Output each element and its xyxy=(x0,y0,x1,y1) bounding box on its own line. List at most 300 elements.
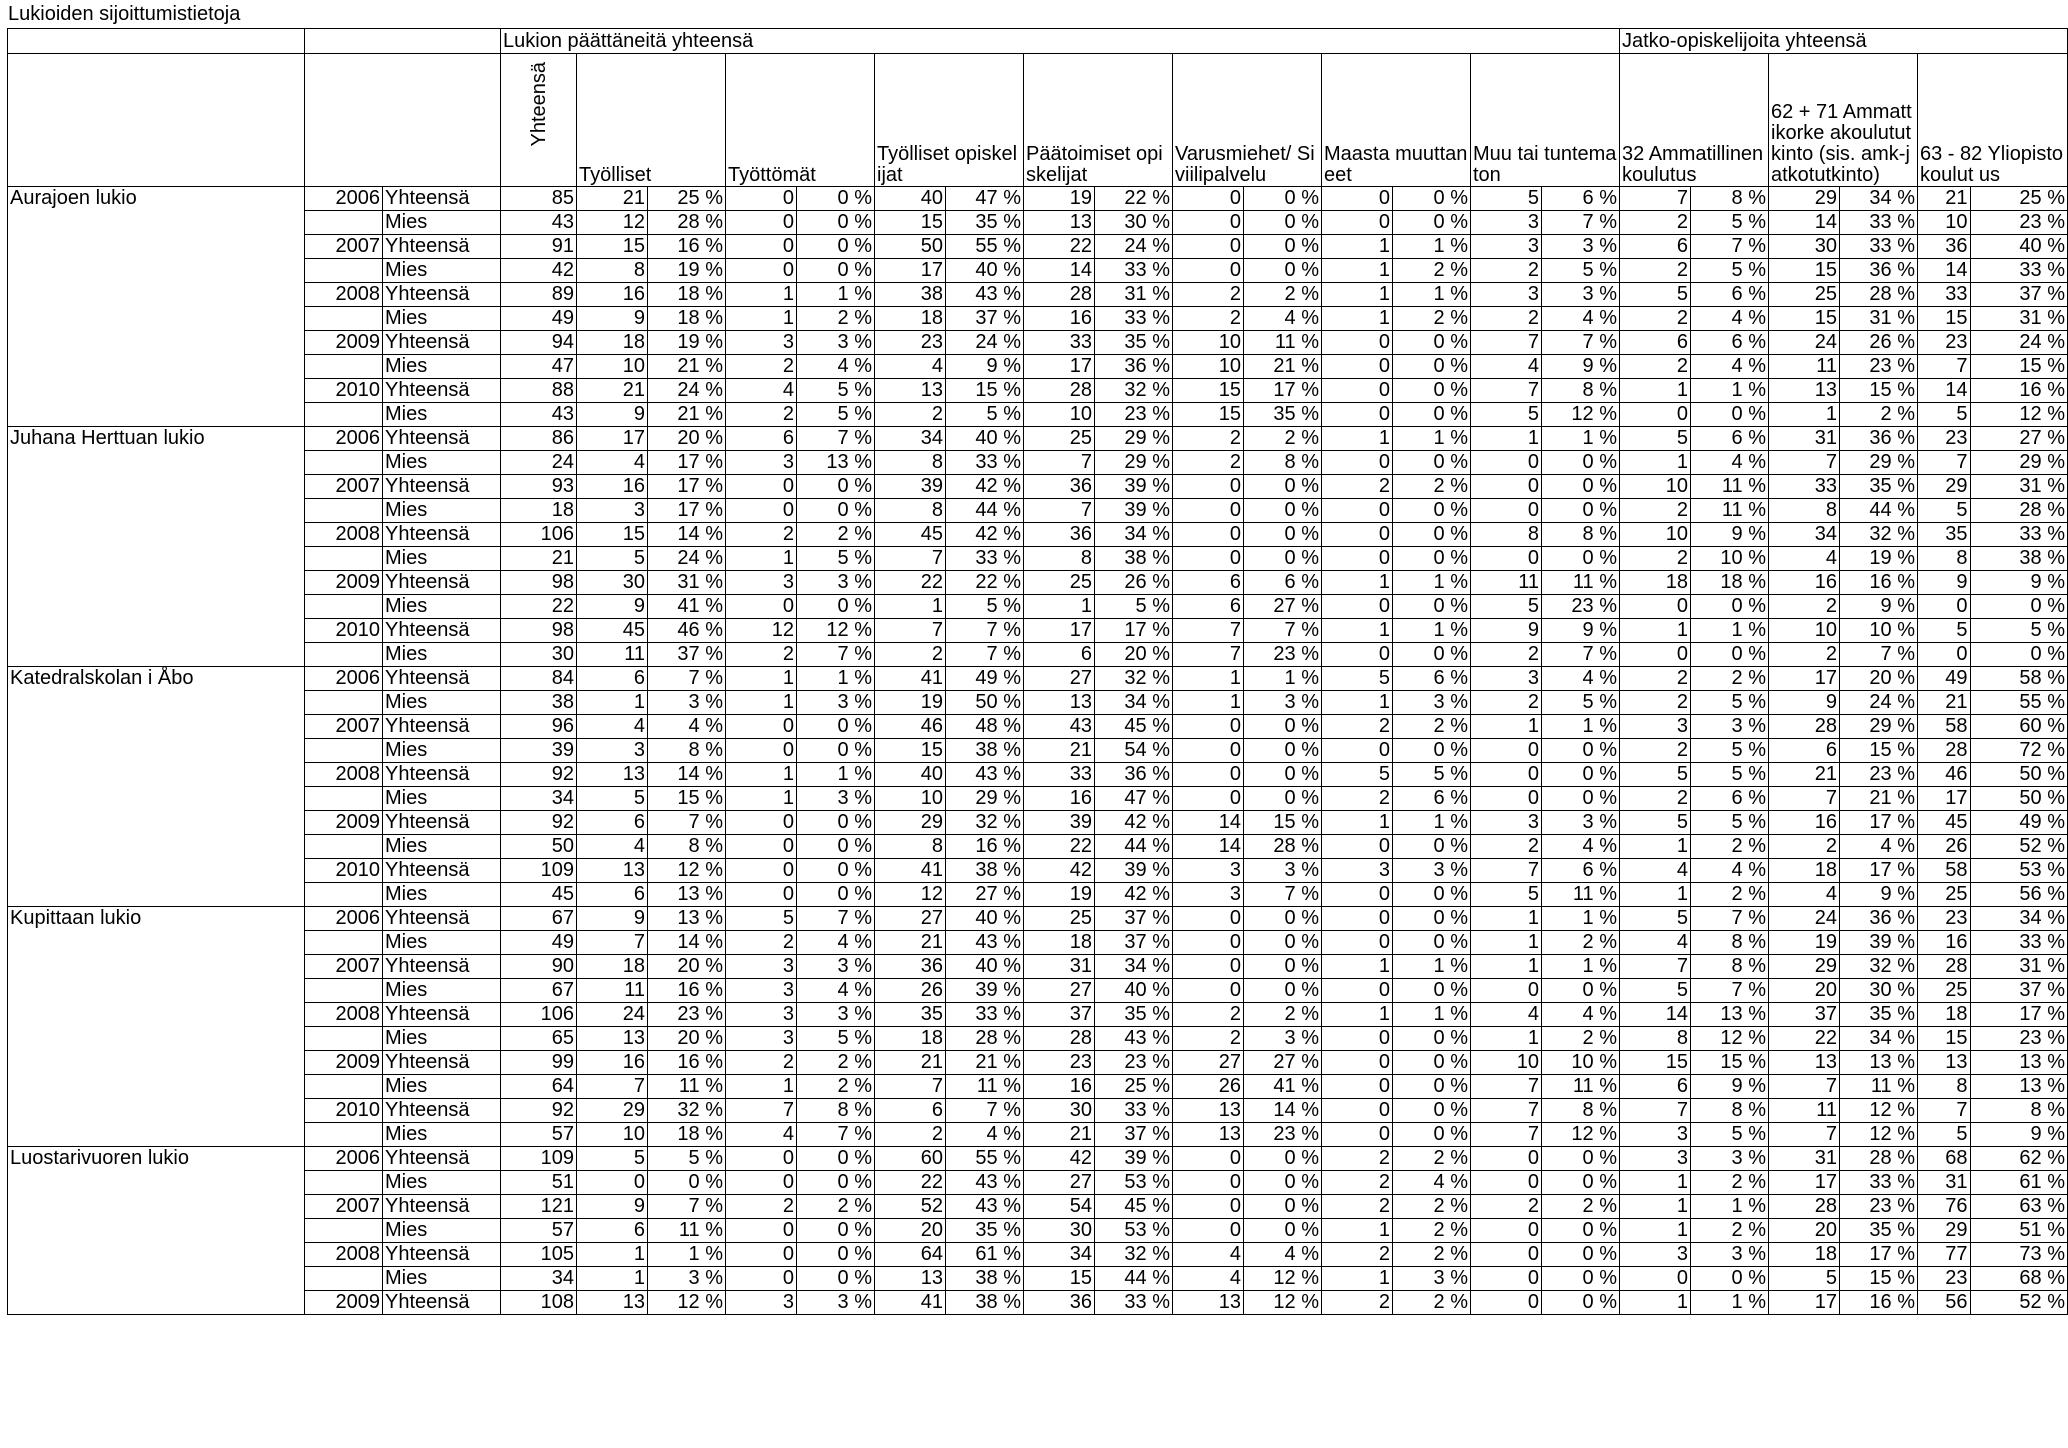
year-cell: 2010 xyxy=(305,379,383,403)
percent-cell: 32 % xyxy=(648,1099,726,1123)
count-cell: 29 xyxy=(1918,475,1971,499)
count-cell: 6 xyxy=(1173,595,1244,619)
count-cell: 14 xyxy=(1620,1003,1691,1027)
count-cell: 2 xyxy=(1769,835,1840,859)
percent-cell: 9 % xyxy=(1542,355,1620,379)
percent-cell: 5 % xyxy=(797,379,875,403)
gender-cell: Yhteensä xyxy=(383,427,501,451)
percent-cell: 47 % xyxy=(946,187,1024,211)
total-cell: 34 xyxy=(501,1267,577,1291)
count-cell: 7 xyxy=(1769,787,1840,811)
table-row xyxy=(8,1027,2068,1051)
year-cell: 2006 xyxy=(305,427,383,451)
count-cell: 8 xyxy=(1024,547,1095,571)
year-cell xyxy=(305,835,383,859)
count-cell: 4 xyxy=(875,355,946,379)
count-cell: 21 xyxy=(875,1051,946,1075)
gender-cell: Yhteensä xyxy=(383,955,501,979)
table-row xyxy=(8,571,2068,595)
count-cell: 0 xyxy=(1322,547,1393,571)
count-cell: 13 xyxy=(1024,691,1095,715)
percent-cell: 0 % xyxy=(1244,955,1322,979)
count-cell: 39 xyxy=(1024,811,1095,835)
percent-cell: 36 % xyxy=(1095,355,1173,379)
count-cell: 18 xyxy=(875,307,946,331)
school-cell: Aurajoen lukio xyxy=(8,187,305,211)
count-cell: 37 xyxy=(1024,1003,1095,1027)
percent-cell: 8 % xyxy=(1970,1099,2068,1123)
total-cell: 94 xyxy=(501,331,577,355)
count-cell: 0 xyxy=(1471,1171,1542,1195)
percent-cell: 0 % xyxy=(1244,739,1322,763)
percent-cell: 73 % xyxy=(1970,1243,2068,1267)
table-row xyxy=(8,523,2068,547)
percent-cell: 13 % xyxy=(797,451,875,475)
count-cell: 34 xyxy=(1024,1243,1095,1267)
gender-cell: Yhteensä xyxy=(383,1003,501,1027)
percent-cell: 52 % xyxy=(1970,1291,2068,1315)
count-cell: 1 xyxy=(1620,1195,1691,1219)
count-cell: 4 xyxy=(1620,859,1691,883)
percent-cell: 28 % xyxy=(946,1027,1024,1051)
count-cell: 3 xyxy=(1620,1243,1691,1267)
count-cell: 16 xyxy=(1024,307,1095,331)
school-cell xyxy=(8,499,305,523)
percent-cell: 37 % xyxy=(1970,979,2068,1003)
percent-cell: 0 % xyxy=(797,187,875,211)
count-cell: 0 xyxy=(1471,979,1542,1003)
percent-cell: 5 % xyxy=(1970,619,2068,643)
table-row xyxy=(8,835,2068,859)
percent-cell: 2 % xyxy=(1542,931,1620,955)
table-row xyxy=(8,1051,2068,1075)
count-cell: 49 xyxy=(1918,667,1971,691)
percent-cell: 37 % xyxy=(946,307,1024,331)
percent-cell: 0 % xyxy=(1542,1291,1620,1315)
count-cell: 0 xyxy=(1322,1027,1393,1051)
count-cell: 0 xyxy=(1173,955,1244,979)
table-row xyxy=(8,355,2068,379)
table-row xyxy=(8,1267,2068,1291)
gender-cell: Yhteensä xyxy=(383,1291,501,1315)
percent-cell: 6 % xyxy=(1393,667,1471,691)
percent-cell: 1 % xyxy=(1691,1195,1769,1219)
header-yliopisto: 63 - 82 Yliopistokoulut us xyxy=(1918,54,2068,187)
count-cell: 1 xyxy=(577,691,648,715)
count-cell: 17 xyxy=(1769,1291,1840,1315)
percent-cell: 39 % xyxy=(946,979,1024,1003)
gender-cell: Yhteensä xyxy=(383,523,501,547)
count-cell: 31 xyxy=(1024,955,1095,979)
table-row xyxy=(8,403,2068,427)
percent-cell: 0 % xyxy=(1393,931,1471,955)
year-cell xyxy=(305,1267,383,1291)
percent-cell: 33 % xyxy=(1095,1099,1173,1123)
percent-cell: 31 % xyxy=(648,571,726,595)
table-row xyxy=(8,1219,2068,1243)
total-cell: 84 xyxy=(501,667,577,691)
count-cell: 2 xyxy=(875,1123,946,1147)
count-cell: 15 xyxy=(875,739,946,763)
gender-cell: Yhteensä xyxy=(383,379,501,403)
percent-cell: 3 % xyxy=(797,331,875,355)
count-cell: 0 xyxy=(1322,523,1393,547)
percent-cell: 30 % xyxy=(1095,211,1173,235)
count-cell: 13 xyxy=(1918,1051,1971,1075)
count-cell: 6 xyxy=(577,883,648,907)
count-cell: 9 xyxy=(577,307,648,331)
count-cell: 23 xyxy=(1918,907,1971,931)
count-cell: 21 xyxy=(577,187,648,211)
gender-cell: Mies xyxy=(383,883,501,907)
percent-cell: 1 % xyxy=(1393,619,1471,643)
count-cell: 16 xyxy=(1024,787,1095,811)
percent-cell: 0 % xyxy=(797,1267,875,1291)
school-cell xyxy=(8,1123,305,1147)
count-cell: 6 xyxy=(1173,571,1244,595)
count-cell: 17 xyxy=(1024,355,1095,379)
count-cell: 18 xyxy=(1769,859,1840,883)
table-row xyxy=(8,379,2068,403)
gender-cell: Yhteensä xyxy=(383,331,501,355)
count-cell: 16 xyxy=(577,1051,648,1075)
count-cell: 6 xyxy=(726,427,797,451)
percent-cell: 42 % xyxy=(946,475,1024,499)
count-cell: 37 xyxy=(1769,1003,1840,1027)
total-cell: 34 xyxy=(501,787,577,811)
count-cell: 0 xyxy=(1322,643,1393,667)
percent-cell: 8 % xyxy=(1542,379,1620,403)
percent-cell: 4 % xyxy=(946,1123,1024,1147)
percent-cell: 0 % xyxy=(1542,451,1620,475)
percent-cell: 23 % xyxy=(1095,403,1173,427)
count-cell: 2 xyxy=(1471,691,1542,715)
percent-cell: 7 % xyxy=(1244,883,1322,907)
year-cell xyxy=(305,643,383,667)
percent-cell: 23 % xyxy=(648,1003,726,1027)
percent-cell: 37 % xyxy=(1095,931,1173,955)
count-cell: 0 xyxy=(1173,763,1244,787)
percent-cell: 0 % xyxy=(1393,211,1471,235)
percent-cell: 35 % xyxy=(1840,475,1918,499)
percent-cell: 29 % xyxy=(1095,451,1173,475)
gender-cell: Yhteensä xyxy=(383,619,501,643)
count-cell: 2 xyxy=(1620,211,1691,235)
percent-cell: 11 % xyxy=(1542,1075,1620,1099)
percent-cell: 18 % xyxy=(648,307,726,331)
school-cell xyxy=(8,451,305,475)
percent-cell: 5 % xyxy=(1095,595,1173,619)
count-cell: 22 xyxy=(1769,1027,1840,1051)
table-row xyxy=(8,259,2068,283)
percent-cell: 7 % xyxy=(1542,331,1620,355)
count-cell: 0 xyxy=(1173,1219,1244,1243)
count-cell: 0 xyxy=(726,739,797,763)
percent-cell: 7 % xyxy=(946,619,1024,643)
percent-cell: 38 % xyxy=(946,1291,1024,1315)
total-cell: 85 xyxy=(501,187,577,211)
percent-cell: 2 % xyxy=(797,1195,875,1219)
percent-cell: 27 % xyxy=(946,883,1024,907)
percent-cell: 45 % xyxy=(1095,1195,1173,1219)
percent-cell: 0 % xyxy=(1542,739,1620,763)
count-cell: 8 xyxy=(1918,547,1971,571)
percent-cell: 34 % xyxy=(1970,907,2068,931)
count-cell: 25 xyxy=(1024,907,1095,931)
count-cell: 4 xyxy=(577,715,648,739)
percent-cell: 40 % xyxy=(946,427,1024,451)
count-cell: 0 xyxy=(1173,523,1244,547)
count-cell: 0 xyxy=(1173,187,1244,211)
table-row xyxy=(8,883,2068,907)
count-cell: 0 xyxy=(726,883,797,907)
count-cell: 3 xyxy=(726,571,797,595)
count-cell: 23 xyxy=(1024,1051,1095,1075)
percent-cell: 1 % xyxy=(1393,427,1471,451)
percent-cell: 62 % xyxy=(1970,1147,2068,1171)
percent-cell: 0 % xyxy=(797,259,875,283)
percent-cell: 0 % xyxy=(1393,739,1471,763)
total-cell: 92 xyxy=(501,763,577,787)
table-row xyxy=(8,427,2068,451)
count-cell: 30 xyxy=(1024,1099,1095,1123)
percent-cell: 12 % xyxy=(1970,403,2068,427)
count-cell: 19 xyxy=(1024,883,1095,907)
count-cell: 7 xyxy=(875,619,946,643)
percent-cell: 53 % xyxy=(1095,1171,1173,1195)
percent-cell: 20 % xyxy=(648,1027,726,1051)
percent-cell: 0 % xyxy=(1691,595,1769,619)
percent-cell: 43 % xyxy=(946,283,1024,307)
count-cell: 56 xyxy=(1918,1291,1971,1315)
percent-cell: 28 % xyxy=(1840,1147,1918,1171)
count-cell: 5 xyxy=(1620,427,1691,451)
percent-cell: 0 % xyxy=(1691,1267,1769,1291)
percent-cell: 43 % xyxy=(946,763,1024,787)
count-cell: 1 xyxy=(1322,235,1393,259)
percent-cell: 0 % xyxy=(1393,883,1471,907)
percent-cell: 34 % xyxy=(1095,955,1173,979)
count-cell: 15 xyxy=(875,211,946,235)
percent-cell: 17 % xyxy=(1840,811,1918,835)
school-cell xyxy=(8,715,305,739)
table-row xyxy=(8,283,2068,307)
count-cell: 1 xyxy=(1620,379,1691,403)
count-cell: 0 xyxy=(726,859,797,883)
percent-cell: 34 % xyxy=(1095,523,1173,547)
percent-cell: 18 % xyxy=(648,283,726,307)
total-cell: 98 xyxy=(501,619,577,643)
total-cell: 49 xyxy=(501,307,577,331)
count-cell: 0 xyxy=(726,1147,797,1171)
count-cell: 28 xyxy=(1769,715,1840,739)
percent-cell: 25 % xyxy=(1970,187,2068,211)
percent-cell: 7 % xyxy=(648,1195,726,1219)
count-cell: 0 xyxy=(1322,835,1393,859)
count-cell: 2 xyxy=(1322,1147,1393,1171)
count-cell: 30 xyxy=(1024,1219,1095,1243)
percent-cell: 7 % xyxy=(797,427,875,451)
school-cell xyxy=(8,211,305,235)
percent-cell: 9 % xyxy=(946,355,1024,379)
table-row xyxy=(8,763,2068,787)
percent-cell: 19 % xyxy=(1840,547,1918,571)
percent-cell: 32 % xyxy=(1095,1243,1173,1267)
percent-cell: 32 % xyxy=(1840,523,1918,547)
percent-cell: 7 % xyxy=(648,811,726,835)
count-cell: 15 xyxy=(1173,379,1244,403)
percent-cell: 4 % xyxy=(1691,307,1769,331)
total-cell: 106 xyxy=(501,1003,577,1027)
percent-cell: 18 % xyxy=(648,1123,726,1147)
gender-cell: Yhteensä xyxy=(383,187,501,211)
percent-cell: 5 % xyxy=(1691,763,1769,787)
percent-cell: 44 % xyxy=(1095,835,1173,859)
count-cell: 7 xyxy=(1918,1099,1971,1123)
gender-cell: Mies xyxy=(383,211,501,235)
percent-cell: 7 % xyxy=(797,1123,875,1147)
percent-cell: 7 % xyxy=(797,643,875,667)
school-cell xyxy=(8,403,305,427)
year-cell xyxy=(305,1219,383,1243)
percent-cell: 12 % xyxy=(797,619,875,643)
percent-cell: 1 % xyxy=(1691,379,1769,403)
year-cell: 2007 xyxy=(305,235,383,259)
percent-cell: 29 % xyxy=(1970,451,2068,475)
count-cell: 2 xyxy=(1471,643,1542,667)
count-cell: 5 xyxy=(1769,1267,1840,1291)
count-cell: 6 xyxy=(577,667,648,691)
percent-cell: 55 % xyxy=(1970,691,2068,715)
count-cell: 8 xyxy=(875,835,946,859)
percent-cell: 0 % xyxy=(1244,715,1322,739)
percent-cell: 28 % xyxy=(648,211,726,235)
count-cell: 0 xyxy=(1322,499,1393,523)
percent-cell: 0 % xyxy=(1542,1243,1620,1267)
count-cell: 36 xyxy=(875,955,946,979)
count-cell: 45 xyxy=(577,619,648,643)
count-cell: 15 xyxy=(577,523,648,547)
header-ammatillinen: 32 Ammatillinen koulutus xyxy=(1620,54,1769,187)
percent-cell: 8 % xyxy=(1691,1099,1769,1123)
gender-cell: Mies xyxy=(383,499,501,523)
gender-cell: Yhteensä xyxy=(383,907,501,931)
count-cell: 7 xyxy=(1620,1099,1691,1123)
percent-cell: 11 % xyxy=(1840,1075,1918,1099)
school-cell xyxy=(8,523,305,547)
percent-cell: 5 % xyxy=(1691,259,1769,283)
table-row xyxy=(8,1123,2068,1147)
percent-cell: 0 % xyxy=(797,1171,875,1195)
school-cell xyxy=(8,235,305,259)
school-cell: Luostarivuoren lukio xyxy=(8,1147,305,1171)
school-cell xyxy=(8,331,305,355)
school-cell xyxy=(8,355,305,379)
percent-cell: 23 % xyxy=(1970,211,2068,235)
count-cell: 0 xyxy=(1322,739,1393,763)
percent-cell: 46 % xyxy=(648,619,726,643)
count-cell: 43 xyxy=(1024,715,1095,739)
percent-cell: 2 % xyxy=(1393,1219,1471,1243)
percent-cell: 6 % xyxy=(1691,283,1769,307)
year-cell xyxy=(305,547,383,571)
count-cell: 2 xyxy=(1620,691,1691,715)
gender-cell: Mies xyxy=(383,1267,501,1291)
percent-cell: 22 % xyxy=(946,571,1024,595)
gender-cell: Mies xyxy=(383,547,501,571)
total-cell: 38 xyxy=(501,691,577,715)
percent-cell: 0 % xyxy=(1393,643,1471,667)
count-cell: 4 xyxy=(577,835,648,859)
percent-cell: 2 % xyxy=(1691,835,1769,859)
percent-cell: 2 % xyxy=(1393,1195,1471,1219)
count-cell: 0 xyxy=(1471,787,1542,811)
count-cell: 1 xyxy=(1322,1219,1393,1243)
count-cell: 3 xyxy=(1620,715,1691,739)
percent-cell: 12 % xyxy=(1542,1123,1620,1147)
count-cell: 0 xyxy=(1173,979,1244,1003)
percent-cell: 17 % xyxy=(1970,1003,2068,1027)
count-cell: 21 xyxy=(1024,739,1095,763)
total-cell: 88 xyxy=(501,379,577,403)
percent-cell: 12 % xyxy=(648,1291,726,1315)
percent-cell: 16 % xyxy=(946,835,1024,859)
count-cell: 41 xyxy=(875,859,946,883)
percent-cell: 33 % xyxy=(946,1003,1024,1027)
header-paatoimiset-opiskelijat: Päätoimiset opiskelijat xyxy=(1024,54,1173,187)
gender-cell: Yhteensä xyxy=(383,475,501,499)
table-row xyxy=(8,499,2068,523)
count-cell: 1 xyxy=(1322,259,1393,283)
school-cell xyxy=(8,307,305,331)
count-cell: 1 xyxy=(1322,427,1393,451)
percent-cell: 16 % xyxy=(648,979,726,1003)
count-cell: 5 xyxy=(1620,811,1691,835)
percent-cell: 0 % xyxy=(1244,475,1322,499)
percent-cell: 2 % xyxy=(1244,1003,1322,1027)
count-cell: 18 xyxy=(1918,1003,1971,1027)
school-cell xyxy=(8,1099,305,1123)
total-cell: 67 xyxy=(501,907,577,931)
percent-cell: 1 % xyxy=(1393,1003,1471,1027)
header-blank-gender xyxy=(383,54,501,187)
count-cell: 0 xyxy=(1322,331,1393,355)
gender-cell: Mies xyxy=(383,691,501,715)
percent-cell: 3 % xyxy=(797,955,875,979)
count-cell: 23 xyxy=(1918,427,1971,451)
count-cell: 0 xyxy=(1173,1147,1244,1171)
total-cell: 21 xyxy=(501,547,577,571)
percent-cell: 37 % xyxy=(1095,907,1173,931)
percent-cell: 10 % xyxy=(1840,619,1918,643)
count-cell: 1 xyxy=(1620,451,1691,475)
percent-cell: 37 % xyxy=(648,643,726,667)
count-cell: 26 xyxy=(1173,1075,1244,1099)
count-cell: 3 xyxy=(1620,1147,1691,1171)
count-cell: 22 xyxy=(875,571,946,595)
percent-cell: 15 % xyxy=(946,379,1024,403)
percent-cell: 0 % xyxy=(648,1171,726,1195)
count-cell: 36 xyxy=(1918,235,1971,259)
table-row xyxy=(8,1243,2068,1267)
percent-cell: 35 % xyxy=(1840,1219,1918,1243)
count-cell: 2 xyxy=(1620,307,1691,331)
count-cell: 6 xyxy=(1769,739,1840,763)
count-cell: 7 xyxy=(726,1099,797,1123)
count-cell: 7 xyxy=(1471,379,1542,403)
count-cell: 3 xyxy=(1471,811,1542,835)
count-cell: 29 xyxy=(1769,187,1840,211)
